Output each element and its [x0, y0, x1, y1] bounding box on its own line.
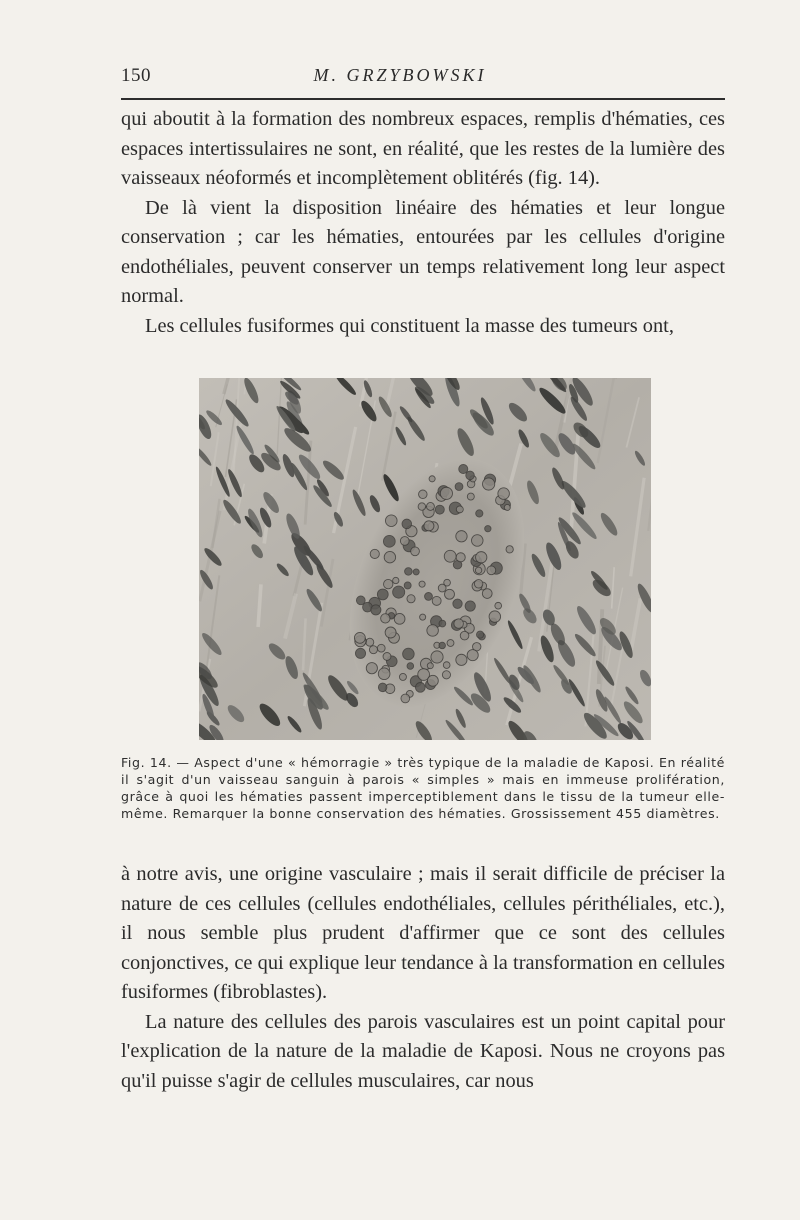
- caption-text: Fig. 14. — Aspect d'une « hémorragie » très typique de la maladie de Kaposi. En réalité il s'agit d'un vaisseau sanguin à parois « simples » mais en immeuse prolifération, grâce à quoi les hématies passent imperceptiblement dans le tissu de la tumeur elle-même. Remarquer la bonne conservation des hématies. Grossissement 455 diamètres.: [121, 755, 725, 821]
- paragraph: qui aboutit à la formation des nombreux espaces, remplis d'hématies, ces espaces intertissulaires ne sont, en réalité, que les restes de la lumière des vaisseaux néoformés et incomplètement oblitérés (fig. 14).: [121, 108, 725, 189]
- header-rule: [121, 98, 725, 100]
- micrograph-image: [199, 378, 651, 740]
- micrograph-figure: [199, 378, 651, 740]
- paragraph: De là vient la disposition linéaire des hématies et leur longue conservation ; car les hématies, entourées par les cellules d'origine endothéliales, peuvent conserver un temps relativement long leur aspect normal.: [121, 196, 725, 307]
- page-number: 150: [121, 65, 151, 86]
- paragraph: Les cellules fusiformes qui constituent la masse des tumeurs ont,: [145, 314, 674, 337]
- body-text-bottom: [121, 860, 725, 1096]
- paragraph: La nature des cellules des parois vasculaires est un point capital pour l'explication de la nature de la maladie de Kaposi. Nous ne croyons pas qu'il puisse s'agir de cellules musculaires, car nous: [121, 1010, 725, 1092]
- paragraph: à notre avis, une origine vasculaire ; mais il serait difficile de préciser la nature de ces cellules (cellules endothéliales, cellules périthéliales, etc.), il nous semble plus prudent d'affirmer que ce sont des cellules conjonctives, ce qui explique leur tendance à la transformation en cellules fusiformes (fibroblastes).: [121, 863, 725, 1003]
- running-head: M. GRZYBOWSKI: [313, 65, 487, 85]
- figure-caption: [121, 754, 725, 822]
- body-text-top: [121, 105, 725, 341]
